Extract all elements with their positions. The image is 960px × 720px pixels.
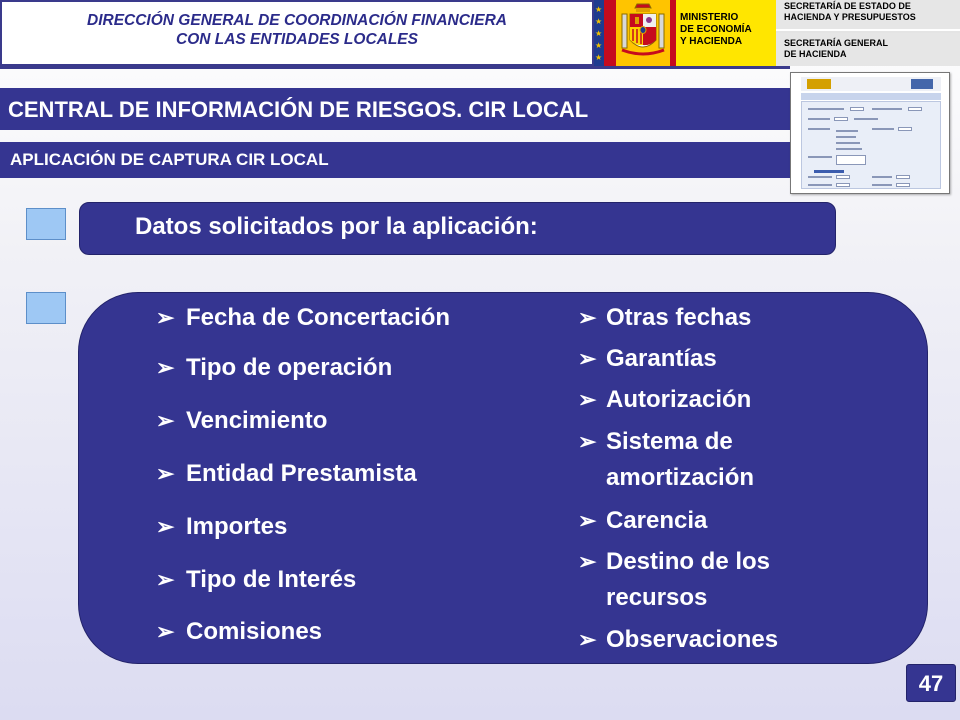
directorate-title	[0, 0, 594, 66]
list-item: ➢ Vencimiento	[156, 403, 327, 439]
page-number-badge	[906, 664, 956, 702]
list-item: ➢ Destino de los recursos	[578, 544, 818, 616]
arrow-bullet-icon: ➢	[578, 387, 597, 412]
arrow-bullet-icon: ➢	[156, 461, 175, 486]
arrow-bullet-icon: ➢	[156, 514, 175, 539]
list-item: ➢ Fecha de Concertación	[156, 300, 450, 336]
main-title-bar	[0, 88, 790, 130]
arrow-bullet-icon: ➢	[578, 429, 597, 454]
secretaria-general	[776, 33, 960, 66]
secretaria-estado-line-2: HACIENDA Y PRESUPUESTOS	[784, 12, 916, 22]
arrow-bullet-icon: ➢	[578, 346, 597, 371]
list-item: ➢ Tipo de Interés	[156, 562, 356, 598]
list-item: ➢ Comisiones	[156, 614, 322, 650]
header-banner	[0, 0, 960, 66]
page-number: 47	[918, 671, 944, 696]
secretaria-general-line-2: DE HACIENDA	[784, 49, 847, 59]
thumbnail-header	[801, 77, 941, 91]
arrow-bullet-icon: ➢	[156, 567, 175, 592]
subtitle-bar	[0, 142, 790, 178]
secretarias-panel	[776, 0, 960, 66]
directorate-line-1: DIRECCIÓN GENERAL DE COORDINACIÓN FINANCIERA	[87, 12, 507, 29]
list-item: ➢ Sistema de amortización	[578, 424, 818, 496]
list-item: ➢ Otras fechas	[578, 300, 751, 336]
arrow-bullet-icon: ➢	[578, 627, 597, 652]
coat-of-arms-icon	[616, 0, 670, 66]
secretaria-estado	[776, 0, 960, 31]
list-item: ➢ Entidad Prestamista	[156, 456, 417, 492]
section-heading-box	[79, 202, 836, 255]
list-marker-square	[26, 292, 66, 324]
list-item: ➢ Tipo de operación	[156, 350, 392, 386]
thumbnail-form	[801, 101, 941, 189]
ministry-line-1: MINISTERIO	[680, 12, 739, 23]
secretaria-general-line-1: SECRETARÍA GENERAL	[784, 38, 889, 48]
directorate-line-2: CON LAS ENTIDADES LOCALES	[176, 31, 418, 48]
page-subtitle: APLICACIÓN DE CAPTURA CIR LOCAL	[10, 150, 329, 169]
ministry-label	[676, 0, 776, 66]
list-item: ➢ Carencia	[578, 503, 707, 539]
page-title: CENTRAL DE INFORMACIÓN DE RIESGOS. CIR LOCAL	[8, 97, 589, 122]
arrow-bullet-icon: ➢	[156, 619, 175, 644]
ministry-line-3: Y HACIENDA	[680, 36, 743, 47]
header-divider	[0, 66, 790, 69]
arrow-bullet-icon: ➢	[578, 508, 597, 533]
secretaria-estado-line-1: SECRETARÍA DE ESTADO DE	[784, 1, 911, 11]
list-item: ➢ Observaciones	[578, 622, 778, 658]
application-screenshot-thumbnail	[790, 72, 950, 194]
arrow-bullet-icon: ➢	[156, 408, 175, 433]
list-item: ➢ Garantías	[578, 341, 717, 377]
ministry-line-2: DE ECONOMÍA	[680, 24, 752, 35]
arrow-bullet-icon: ➢	[156, 355, 175, 380]
arrow-bullet-icon: ➢	[578, 305, 597, 330]
list-item: ➢ Importes	[156, 509, 287, 545]
arrow-bullet-icon: ➢	[578, 549, 597, 574]
arrow-bullet-icon: ➢	[156, 305, 175, 330]
section-marker-square	[26, 208, 66, 240]
section-heading: Datos solicitados por la aplicación:	[135, 213, 538, 240]
eu-stars-icon: ★ ★ ★ ★ ★	[594, 0, 604, 66]
list-item: ➢ Autorización	[578, 382, 751, 418]
flag-stripe-left	[604, 0, 616, 66]
